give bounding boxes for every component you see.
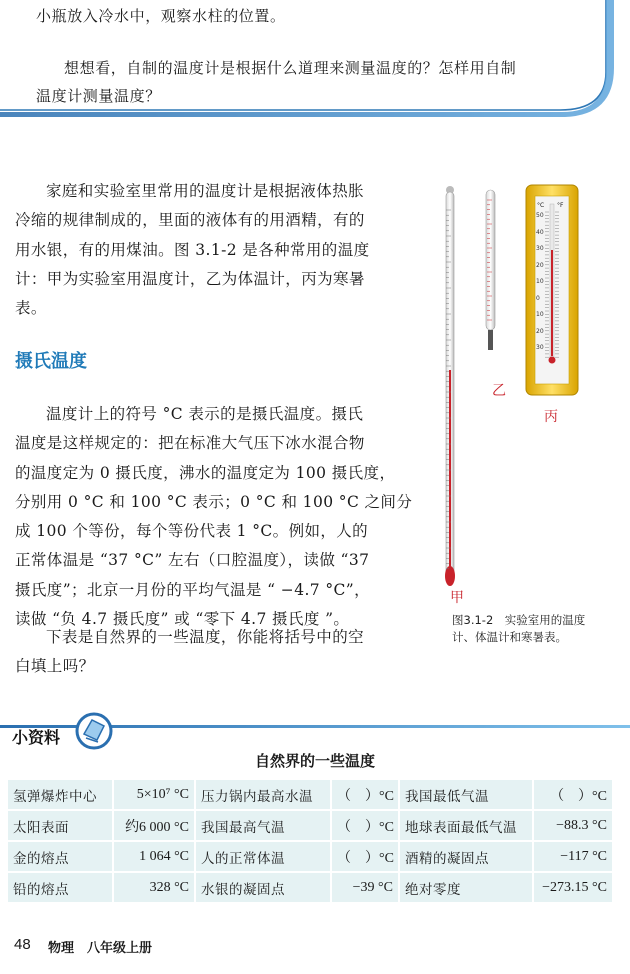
table-row bbox=[8, 842, 614, 873]
table-cell-value: 1 064 °C bbox=[114, 842, 196, 873]
wall-scale-label: 30 bbox=[536, 245, 544, 252]
table-cell-name: 我国最高气温 bbox=[196, 811, 332, 842]
table-cell-name: 金的熔点 bbox=[8, 842, 114, 873]
table-cell-name: 我国最低气温 bbox=[400, 780, 534, 811]
lab-thermometer bbox=[445, 186, 455, 586]
celsius-line-6: 正常体温是 “37 °C” 左右（口腔温度），读做 “37 bbox=[15, 551, 370, 570]
celsius-line-4: 分别用 0 °C 和 100 °C 表示；0 °C 和 100 °C 之间分 bbox=[15, 492, 413, 511]
activity-line-2: 想想看，自制的温度计是根据什么道理来测量温度的？怎样用自制 bbox=[64, 59, 517, 77]
celsius-line-8: 读做 “负 4.7 摄氏度” 或 “零下 4.7 摄氏度 ”。 bbox=[15, 610, 350, 629]
sidebar-header-decoration bbox=[0, 706, 630, 756]
wall-thermometer-scale bbox=[536, 200, 550, 360]
wall-scale-label: 10 bbox=[536, 278, 544, 285]
wall-scale-label: 20 bbox=[536, 327, 544, 335]
celsius-line-3: 的温度定为 0 摄氏度，沸水的温度定为 100 摄氏度， bbox=[15, 463, 396, 482]
table-cell-value: −39 °C bbox=[332, 873, 400, 904]
table-row bbox=[8, 811, 614, 842]
intro-line-2: 冷缩的规律制成的，里面的液体有的用酒精，有的 bbox=[15, 211, 365, 230]
sidebar-label: 小资料 bbox=[12, 728, 61, 747]
footer-book-title: 物理 八年级上册 bbox=[48, 941, 153, 956]
section-heading: 摄氏温度 bbox=[15, 351, 87, 372]
wall-scale-label: 50 bbox=[536, 212, 544, 219]
celsius-line-7: 摄氏度”；北京一月份的平均气温是 “ −4.7 °C”， bbox=[15, 580, 371, 599]
intro-paragraph bbox=[15, 177, 370, 323]
table-cell-name: 铅的熔点 bbox=[8, 873, 114, 904]
caption-line-2: 计、体温计和寒暑表。 bbox=[452, 630, 567, 644]
wall-thermometer bbox=[526, 185, 578, 395]
celsius-line-5: 成 100 个等份，每个等份代表 1 °C。例如，人的 bbox=[15, 522, 369, 541]
table-cell-value: （ ）°C bbox=[332, 842, 400, 873]
table-cell-name: 氢弹爆炸中心 bbox=[8, 780, 114, 811]
label-jia: 甲 bbox=[450, 590, 464, 606]
table-title: 自然界的一些温度 bbox=[254, 752, 375, 770]
caption-line-1: 图3.1-2 实验室用的温度 bbox=[452, 613, 586, 627]
table-cell-name: 太阳表面 bbox=[8, 811, 114, 842]
table-cell-value: （ ）°C bbox=[332, 780, 400, 811]
celsius-paragraph bbox=[15, 400, 412, 634]
unit-celsius: °C bbox=[537, 202, 545, 209]
table-cell-value: （ ）°C bbox=[332, 811, 400, 842]
activity-line-3: 温度计测量温度？ bbox=[36, 87, 161, 105]
celsius-line-1: 温度计上的符号 °C 表示的是摄氏温度。摄氏 bbox=[46, 405, 364, 423]
wall-scale-label: 10 bbox=[536, 311, 544, 318]
table-row bbox=[8, 873, 614, 904]
wall-scale-label: 30 bbox=[536, 344, 544, 351]
label-yi: 乙 bbox=[492, 383, 506, 399]
question-line-2: 白填上吗？ bbox=[15, 657, 95, 676]
temperature-table bbox=[8, 780, 614, 904]
activity-box bbox=[0, 0, 630, 125]
intro-line-5: 表。 bbox=[15, 299, 47, 318]
table-cell-name: 地球表面最低气温 bbox=[400, 811, 534, 842]
unit-fahrenheit: °F bbox=[557, 202, 564, 209]
wall-scale-label: 40 bbox=[536, 228, 544, 236]
intro-line-3: 用水银，有的用煤油。图 3.1-2 是各种常用的温度 bbox=[15, 240, 370, 259]
table-cell-value: −88.3 °C bbox=[534, 811, 614, 842]
page-number: 48 bbox=[14, 936, 31, 953]
table-cell-name: 压力锅内最高水温 bbox=[196, 780, 332, 811]
question-paragraph bbox=[15, 623, 364, 682]
table-cell-name: 酒精的凝固点 bbox=[400, 842, 534, 873]
table-cell-name: 人的正常体温 bbox=[196, 842, 332, 873]
table-cell-name: 水银的凝固点 bbox=[196, 873, 332, 904]
activity-line-1: 小瓶放入冷水中，观察水柱的位置。 bbox=[36, 7, 286, 25]
table-cell-value: 5×10⁷ °C bbox=[114, 780, 196, 811]
label-bing: 丙 bbox=[544, 409, 558, 425]
clinical-thermometer bbox=[486, 190, 495, 350]
table-cell-value: （ ）°C bbox=[534, 780, 614, 811]
thermometer-illustration bbox=[430, 180, 620, 610]
book-icon bbox=[77, 714, 111, 748]
celsius-line-2: 温度是这样规定的：把在标准大气压下冰水混合物 bbox=[15, 434, 365, 453]
wall-scale-label: 20 bbox=[536, 261, 544, 269]
figure-caption bbox=[452, 612, 585, 646]
table-cell-value: 约6 000 °C bbox=[114, 811, 196, 842]
table-cell-value: −117 °C bbox=[534, 842, 614, 873]
question-line-1: 下表是自然界的一些温度，你能将括号中的空 bbox=[46, 628, 365, 646]
figure-thermometers bbox=[430, 180, 620, 610]
table-cell-value: −273.15 °C bbox=[534, 873, 614, 904]
intro-line-4: 计：甲为实验室用温度计，乙为体温计，丙为寒暑 bbox=[15, 269, 365, 288]
table-cell-name: 绝对零度 bbox=[400, 873, 534, 904]
table-row bbox=[8, 780, 614, 811]
intro-line-1: 家庭和实验室里常用的温度计是根据液体热胀 bbox=[46, 182, 365, 200]
table-cell-value: 328 °C bbox=[114, 873, 196, 904]
wall-scale-label: 0 bbox=[536, 294, 540, 302]
